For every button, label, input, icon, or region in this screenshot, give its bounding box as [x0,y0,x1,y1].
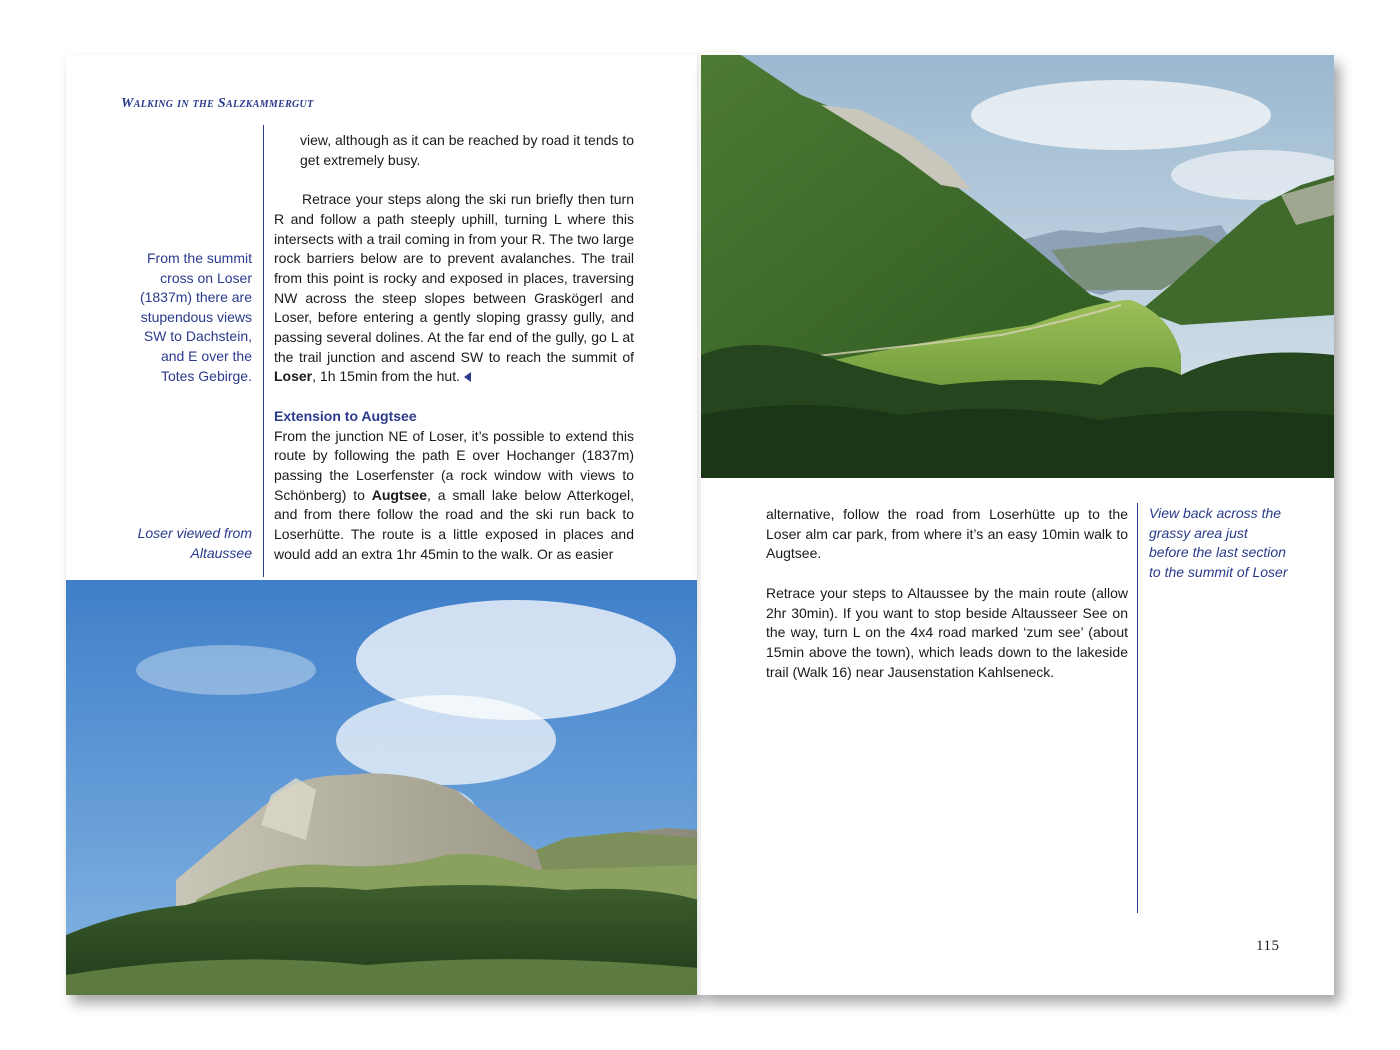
end-of-route-arrow-icon [464,372,471,382]
subheading-extension: Extension to Augtsee [274,407,417,424]
paragraph-alternative: alternative, follow the road from Loserhütte up to the Loser alm car park, from where it’s an easy 10min walk to Augtsee. [766,506,1128,562]
photo-caption-valley: View back across the grassy area just before the last section to the summit of Loser [1149,505,1288,580]
paragraph-continuation: view, although as it can be reached by road it tends to get extremely busy. [300,132,634,168]
paragraph-return: Retrace your steps to Altaussee by the main route (allow 2hr 30min). If you want to stop beside Altausseer See on the way, turn L on the 4x4 road marked ‘zum see’ (about 15min above the town), which leads down to the lakeside trail (Walk 16) near Jausenstation Kahlseneck. [766,584,1128,680]
margin-rule [263,125,264,577]
photo-caption-loser: Loser viewed from Altaussee [137,525,252,561]
photo-valley-to-loser [701,55,1334,478]
photo-loser-from-altaussee [66,580,699,995]
right-body-text [766,505,1128,682]
margin-rule [1137,503,1138,913]
running-head: Walking in the Salzkammergut [121,96,314,111]
paragraph-retrace-steps: Retrace your steps along the ski run briefly then turn R and follow a path steeply uphill, turning L where this intersects with a trail coming in from your R. The two large rock barriers below are to prevent avalanches. The trail from this point is rocky and exposed in places, traversing NW across the steep slopes between Graskögerl and Loser, before entering a gently sloping grassy gully, and passing several dolines. At the far end of the gully, go L at the trail junction and ascend SW to reach the summit of Loser, 1h 15min from the hut. [274,191,634,385]
right-page [701,55,1334,995]
margin-note-summit-views: From the summit cross on Loser (1837m) there are stupendous views SW to Dachstein, and E over the Totes Gebirge. [139,250,252,384]
page-number: 115 [1256,938,1280,954]
left-body-text [274,131,634,564]
paragraph-extension: From the junction NE of Loser, it’s possible to extend this route by following the path E over Hochanger (1837m) passing the Loserfenster (a rock window with views to Schönberg) to Augtsee, a small lake below Atterkogel, and from there follow the road and the ski run back to Loserhütte. The route is a little exposed in places and would add an extra 1hr 45min to the walk. Or as easier [274,427,634,562]
left-page [66,55,699,995]
